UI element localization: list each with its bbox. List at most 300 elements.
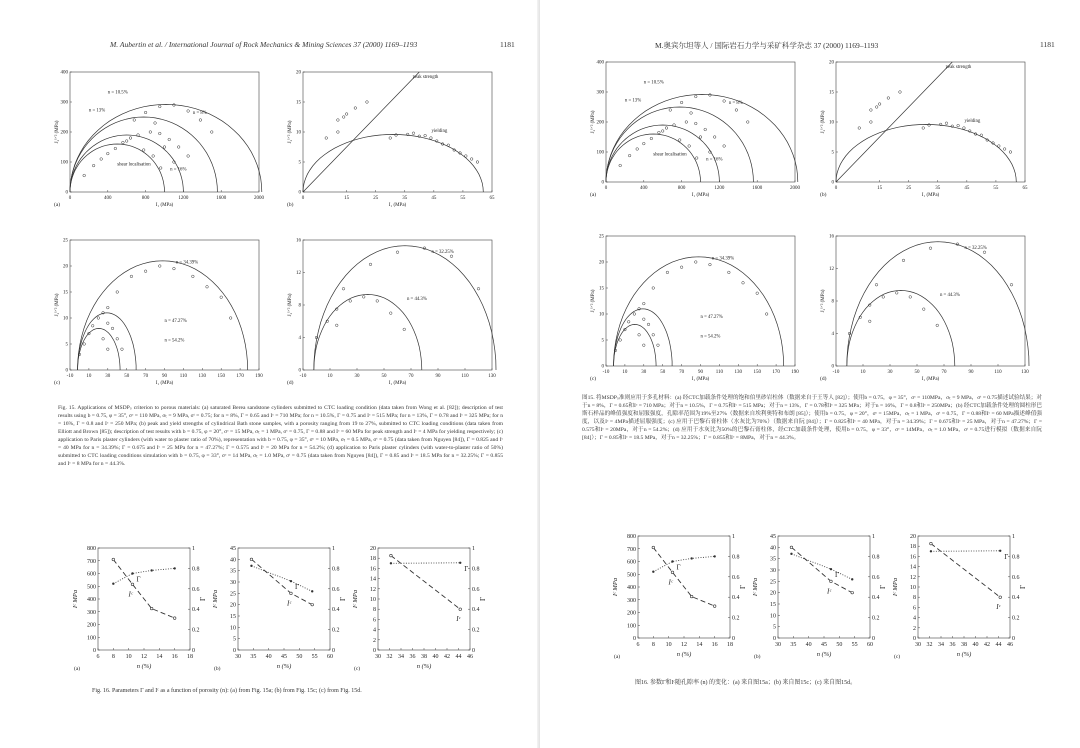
data-point — [187, 110, 190, 113]
data-point — [756, 292, 759, 295]
data-point — [929, 247, 932, 250]
data-point — [723, 145, 726, 148]
x-axis-label: n (%) — [136, 663, 152, 670]
annotation-label: peak strength — [945, 65, 972, 70]
data-point — [325, 137, 328, 140]
y2-axis-label: Γ — [879, 584, 887, 590]
gamma-point — [671, 560, 673, 562]
y-axis-label: Iᶜ MPa — [212, 589, 219, 609]
x-tick-label: -10 — [299, 374, 307, 379]
ic-series-label: Iᶜ — [286, 599, 292, 608]
x-tick-label: 190 — [255, 374, 263, 379]
y-tick-label: 25 — [599, 234, 604, 240]
x-axis-label: I₁ (MPa) — [691, 193, 710, 198]
gamma-point — [652, 571, 654, 573]
data-point — [107, 152, 110, 155]
y-tick-label: 8 — [913, 595, 916, 602]
y2-tick-label: 0.6 — [732, 574, 740, 581]
data-point — [922, 127, 925, 130]
data-point — [158, 105, 161, 108]
data-point — [92, 164, 95, 167]
envelope-curve-1 — [70, 117, 217, 192]
y2-tick-label: 0 — [732, 636, 735, 642]
data-point — [669, 109, 672, 112]
x-tick-label: 36 — [409, 654, 416, 660]
y-tick-label: 600 — [87, 571, 96, 578]
x-tick-label: 10 — [665, 642, 672, 648]
figure-16a — [70, 540, 210, 680]
y-tick-label: 0 — [298, 368, 301, 374]
gamma-series-line — [653, 556, 714, 571]
y-tick-label: 12 — [296, 271, 301, 276]
y-tick-label: 2 — [373, 637, 376, 644]
x-tick-label: 40 — [432, 654, 439, 660]
y-tick-label: 500 — [627, 572, 636, 579]
y-tick-label: 16 — [296, 238, 301, 244]
panel-label: (a) — [74, 666, 81, 672]
y-tick-label: 35 — [230, 568, 236, 575]
data-point — [229, 317, 232, 320]
annotation-label: n = 16% — [170, 167, 187, 173]
y-tick-label: 600 — [627, 559, 636, 566]
y-tick-label: 100 — [627, 623, 636, 630]
x-tick-label: 50 — [381, 374, 387, 379]
data-point — [723, 100, 726, 103]
x-tick-label: 42 — [444, 654, 450, 660]
annotation-label: peak strength — [412, 75, 439, 80]
ic-point — [930, 542, 933, 545]
panel-label: (a) — [54, 202, 61, 208]
ic-point — [290, 592, 293, 595]
gamma-point — [713, 555, 715, 557]
data-point — [470, 158, 473, 161]
y-tick-label: 15 — [296, 100, 301, 106]
ic-series-line — [653, 548, 714, 607]
y-axis-label: Iᶜ MPa — [352, 589, 359, 609]
y-tick-label: 100 — [60, 160, 68, 166]
x-tick-label: 110 — [179, 374, 188, 379]
data-point — [936, 324, 939, 327]
y-tick-label: 18 — [910, 544, 916, 551]
y-tick-label: 0 — [913, 636, 916, 642]
x-tick-label: 25 — [906, 186, 912, 191]
x-tick-label: 150 — [217, 374, 225, 379]
ic-point — [150, 607, 153, 610]
x-tick-label: 1200 — [178, 196, 189, 201]
panel-label: (d) — [820, 376, 827, 382]
data-point — [121, 348, 124, 351]
data-point — [661, 130, 664, 133]
figure-16a — [610, 528, 750, 668]
data-point — [887, 97, 890, 100]
ic-series-label: Iᶜ — [826, 587, 832, 596]
data-point — [396, 251, 399, 254]
annotation-label: shear localisation — [117, 162, 151, 168]
x-tick-label: 110 — [994, 370, 1002, 375]
panel-label: (b) — [287, 202, 294, 208]
y2-tick-label: 0.2 — [332, 627, 340, 634]
data-point — [875, 283, 878, 286]
annotation-label: n = 13% — [624, 98, 642, 104]
data-point — [963, 127, 966, 130]
data-point — [657, 344, 660, 347]
x-tick-label: 70 — [679, 370, 685, 375]
data-point — [159, 167, 162, 170]
panel-label: (c) — [354, 666, 361, 672]
data-point — [100, 158, 103, 161]
x-tick-label: 50 — [124, 374, 130, 379]
y-axis-label: J₂¹ᐟ² (MPa) — [591, 110, 596, 134]
x-tick-label: 70 — [941, 370, 947, 375]
y-tick-label: 10 — [230, 625, 236, 632]
data-point — [694, 95, 697, 98]
data-point — [870, 109, 873, 112]
gamma-point — [131, 572, 133, 574]
x-tick-label: 6 — [636, 642, 640, 648]
y2-tick-label: 0.6 — [1012, 574, 1020, 581]
y-tick-label: 15 — [829, 90, 834, 96]
y2-tick-label: 1 — [332, 546, 335, 552]
gamma-point — [690, 557, 692, 559]
y-tick-label: 5 — [773, 624, 776, 631]
x-tick-label: 0 — [604, 186, 608, 191]
x-tick-label: 40 — [972, 642, 979, 648]
data-point — [619, 164, 622, 167]
data-point — [83, 343, 86, 346]
figure-16b — [750, 528, 890, 668]
ic-point — [690, 595, 693, 598]
data-point — [713, 136, 716, 139]
y-tick-label: 45 — [230, 546, 236, 552]
annotation-label: n = 8% — [728, 101, 743, 106]
y-axis-label: J₂¹ᐟ² (MPa) — [821, 110, 826, 134]
data-point — [206, 286, 209, 289]
data-point — [116, 338, 119, 341]
y-tick-label: 20 — [829, 60, 834, 66]
y2-axis-label: Γ — [1019, 584, 1027, 590]
y-tick-label: 8 — [373, 607, 376, 614]
y-axis-label: Iᶜ MPa — [612, 577, 619, 597]
data-point — [337, 119, 340, 122]
data-point — [130, 275, 133, 278]
x-tick-label: 46 — [467, 654, 473, 660]
data-point — [652, 287, 655, 290]
x-tick-label: 12 — [681, 642, 687, 648]
data-point — [122, 141, 125, 144]
y-tick-label: 25 — [63, 238, 68, 244]
data-point — [412, 132, 415, 135]
data-point — [389, 312, 392, 315]
data-point — [362, 296, 365, 299]
y-tick-label: 20 — [370, 546, 376, 552]
data-point — [163, 146, 166, 149]
y-tick-label: 400 — [87, 597, 96, 603]
x-tick-label: 150 — [753, 370, 761, 375]
plot-frame — [836, 236, 1025, 366]
x-axis-label: I₁ (MPa) — [691, 377, 710, 382]
x-tick-label: 8 — [651, 642, 655, 648]
data-point — [152, 155, 155, 158]
y-axis-label: J₂¹ᐟ² (MPa) — [591, 289, 596, 313]
x-tick-label: 18 — [727, 642, 733, 648]
running-header: M. Aubertin et al. / International Journal of Rock Mechanics & Mining Sciences 37 (2000) 1169–1193 — [110, 40, 418, 49]
figure-15c — [588, 228, 803, 388]
x-tick-label: 12 — [141, 654, 147, 660]
data-point — [735, 109, 738, 112]
data-point — [187, 155, 190, 158]
data-point — [349, 300, 352, 303]
data-point — [369, 263, 372, 266]
plot-frame — [70, 72, 259, 192]
x-tick-label: 35 — [402, 196, 408, 201]
y-tick-label: 25 — [230, 591, 236, 598]
gamma-series-label: Γ — [294, 583, 300, 592]
data-point — [83, 174, 86, 177]
peak-strength-line — [303, 72, 419, 192]
x-tick-label: 6 — [96, 654, 100, 660]
y-tick-label: 300 — [60, 100, 68, 106]
plot-frame — [238, 548, 330, 650]
annotation-label: n = 54.2% — [700, 334, 721, 340]
data-point — [694, 261, 697, 264]
figure-15c — [52, 232, 267, 392]
x-tick-label: 25 — [373, 196, 379, 201]
x-tick-label: 32 — [386, 654, 393, 660]
data-point — [742, 282, 745, 285]
ic-point — [311, 603, 314, 606]
x-axis-label: I₁ (MPa) — [155, 203, 174, 208]
y-tick-label: 0 — [633, 636, 636, 642]
x-tick-label: 170 — [772, 370, 780, 375]
data-point — [125, 140, 128, 143]
gamma-point — [173, 567, 175, 569]
data-point — [652, 334, 655, 337]
y-tick-label: 15 — [770, 602, 776, 608]
envelope-curve-1 — [606, 107, 753, 182]
y-tick-label: 5 — [601, 338, 604, 344]
page-number: 1181 — [500, 40, 515, 49]
y-tick-label: 14 — [370, 576, 376, 583]
x-tick-label: 46 — [1007, 642, 1013, 648]
y-tick-label: 18 — [370, 556, 376, 563]
y2-tick-label: 0 — [872, 636, 875, 642]
data-point — [424, 134, 427, 137]
data-point — [643, 142, 646, 145]
gamma-point — [790, 553, 792, 555]
data-point — [680, 266, 683, 269]
y-tick-label: 12 — [910, 574, 916, 581]
y-tick-label: 700 — [87, 558, 96, 565]
x-axis-label: n (%) — [676, 651, 692, 658]
annotation-label: n = 44.3% — [406, 296, 427, 302]
x-tick-label: 65 — [489, 196, 495, 201]
y-tick-label: 0 — [831, 180, 834, 186]
y-tick-label: 400 — [596, 60, 604, 66]
y2-axis-label: Γ — [739, 584, 747, 590]
data-point — [177, 146, 180, 149]
y-tick-label: 12 — [829, 267, 834, 272]
panel-label: (d) — [287, 380, 294, 386]
data-point — [173, 267, 176, 270]
gamma-point — [930, 550, 932, 552]
y-tick-label: 6 — [373, 617, 376, 624]
figure-15-caption: 图15. 将MSDPₛ准则应用于多孔材料：(a) 经CTC加载条件处理的饱和伯里砂岩柱体（数据来自于王等人 [82]）；使用b = 0.75，φ = 35°，σᶜ = 110MPa，σₜ = 9 MPa，σᵗ = 0.75描述试验结果；对于n = 8%，Γ = 0.65和Iᶜ = 710 MPa；对于n = 10.5%，Γ = 0.75和Iᶜ = 515 MPa；对于n = 13%，Γ = 0.78和Iᶜ = 325 MPa；对于n = 16%，Γ = 0.8和Iᶜ = 250MPa；(b) 经CTC加载条件处理的圆柱形巴斯石样品的峰值强度和屈服强度，孔隙率范围为19%至27%（数据来自埃利奥特和布朗 [85]）；使用b = 0.75，φ = 20°，σᶜ = 15MPa，σₜ = 1 MPa，σᵗ = 0.75，Γ = 0.88和Iᶜ = 60 MPa描述峰值强度，以及Iᶜ = 4MPa描述屈服强度；(c) 应用于巴黎石膏柱体（水灰比为70%）（数据来自阮 [84]）；Γ = 0.825和Iᶜ = 40 MPa，对于n = 34.39%；Γ = 0.675和Iᶜ = 25 MPa，对于n = 47.27%；Γ = 0.575和Iᶜ = 20MPa，对于n = 54.2%；(d) 应用于水灰比为50%的巴黎石膏柱体，经CTC加载条件处理，使用b = 0.75，φ = 33°，σᶜ = 14MPa，σₜ = 1.0 MPa，σᵗ = 0.75进行模拟（数据来自阮 [84]）；Γ = 0.85和Iᶜ = 18.5 MPa，对于n = 32.25%；Γ = 0.855和Iᶜ = 8MPa，对于n = 44.3%。 — [582, 395, 1042, 441]
data-point — [450, 255, 453, 258]
envelope-curve-1 — [314, 294, 422, 370]
y-tick-label: 25 — [770, 579, 776, 586]
y2-tick-label: 1 — [732, 534, 735, 540]
plot-frame — [836, 62, 1025, 182]
data-point — [149, 131, 152, 134]
annotation-label: n = 32.25% — [431, 250, 454, 255]
yield-envelope-curve — [303, 134, 483, 192]
data-point — [922, 308, 925, 311]
y-tick-label: 0 — [773, 636, 776, 642]
y-tick-label: 4 — [831, 332, 834, 337]
x-tick-label: 2000 — [790, 186, 800, 191]
gamma-series-label: Γ — [676, 563, 681, 572]
panel-label: (c) — [590, 376, 597, 382]
x-tick-label: 90 — [698, 370, 703, 375]
x-tick-label: 45 — [821, 642, 827, 648]
panel-label: (c) — [894, 654, 901, 660]
y-tick-label: 15 — [63, 290, 68, 296]
x-tick-label: 90 — [435, 374, 441, 379]
gamma-point — [290, 580, 292, 582]
y2-tick-label: 0 — [472, 648, 475, 654]
envelope-curve-0 — [614, 257, 784, 366]
ic-series-line — [792, 547, 853, 592]
envelope-curve-0 — [847, 242, 1029, 366]
y-tick-label: 10 — [296, 130, 301, 136]
x-tick-label: 1600 — [216, 196, 227, 201]
data-point — [899, 91, 902, 94]
y-tick-label: 0 — [601, 364, 604, 370]
y-tick-label: 35 — [770, 556, 776, 563]
data-point — [447, 144, 450, 147]
y2-tick-label: 0.8 — [732, 554, 740, 561]
y-tick-label: 40 — [770, 545, 776, 552]
annotation-label: yielding — [431, 129, 448, 134]
x-tick-label: 55 — [851, 642, 858, 648]
running-header: M.奥宾尔坦等人 / 国际岩石力学与采矿科学杂志 37 (2000) 1169–1193 — [655, 41, 879, 50]
x-tick-label: 1600 — [752, 186, 763, 191]
y-tick-label: 0 — [298, 190, 301, 196]
y-tick-label: 30 — [230, 580, 236, 586]
ic-series-line — [931, 544, 1000, 598]
annotation-label: n = 47.27% — [700, 314, 723, 320]
y2-tick-label: 0.2 — [192, 627, 200, 634]
y-tick-label: 100 — [87, 635, 96, 642]
figure-16c — [890, 528, 1030, 668]
y-tick-label: 10 — [829, 120, 834, 126]
gamma-point — [311, 590, 313, 592]
data-point — [665, 127, 668, 130]
gamma-series-label: Γ — [834, 571, 840, 580]
ic-point — [851, 591, 854, 594]
y-tick-label: 10 — [63, 316, 68, 322]
annotation-label: n = 8% — [192, 111, 207, 116]
x-tick-label: 42 — [984, 642, 990, 648]
data-point — [192, 275, 195, 278]
y-tick-label: 5 — [233, 636, 236, 643]
y-tick-label: 2 — [913, 625, 916, 632]
data-point — [158, 132, 161, 135]
y-tick-label: 100 — [596, 150, 604, 156]
x-tick-label: 400 — [640, 186, 648, 191]
data-point — [477, 287, 480, 290]
x-axis-label: I₁ (MPa) — [155, 381, 174, 386]
x-tick-label: 0 — [834, 186, 838, 191]
ic-point — [652, 546, 655, 549]
data-point — [980, 134, 983, 137]
y-tick-label: 200 — [596, 120, 604, 126]
y2-tick-label: 1 — [872, 534, 875, 540]
x-tick-label: 55 — [993, 186, 999, 191]
data-point — [694, 122, 697, 125]
data-point — [107, 348, 110, 351]
y2-tick-label: 0.4 — [332, 607, 340, 614]
x-tick-label: 800 — [141, 196, 150, 201]
gamma-series-line — [252, 566, 313, 592]
y2-tick-label: 0.4 — [472, 607, 480, 614]
gamma-series-line — [113, 568, 174, 583]
ic-series-label: Iᶜ — [456, 615, 461, 624]
data-point — [858, 127, 861, 130]
data-point — [746, 121, 749, 124]
data-point — [102, 338, 105, 341]
data-point — [875, 106, 878, 109]
data-point — [403, 328, 406, 331]
data-point — [643, 302, 646, 305]
annotation-label: n = 34.39% — [175, 260, 199, 266]
x-tick-label: 10 — [860, 370, 866, 375]
gamma-point — [851, 578, 853, 580]
ic-point — [250, 558, 253, 561]
y-tick-label: 16 — [370, 566, 376, 573]
y2-tick-label: 0.2 — [1012, 615, 1020, 622]
data-point — [1010, 283, 1013, 286]
x-tick-label: 14 — [156, 654, 163, 660]
x-tick-label: 34 — [938, 642, 944, 648]
data-point — [633, 313, 636, 316]
x-tick-label: 110 — [461, 374, 469, 379]
plot-frame — [778, 536, 870, 638]
x-tick-label: 36 — [949, 642, 956, 648]
gamma-series-label: Γ — [136, 575, 141, 584]
y-tick-label: 500 — [87, 584, 96, 591]
x-tick-label: 10 — [622, 370, 628, 375]
x-tick-label: 1200 — [714, 186, 725, 191]
y-axis-label: Iᶜ MPa — [752, 577, 759, 597]
y-axis-label: J₂¹ᐟ² (MPa) — [288, 293, 293, 317]
y2-tick-label: 0.2 — [472, 627, 480, 634]
y2-tick-label: 0 — [192, 648, 195, 654]
envelope-curve-1 — [847, 290, 955, 366]
y-tick-label: 800 — [627, 534, 636, 540]
x-tick-label: -10 — [66, 374, 74, 379]
data-point — [220, 296, 223, 299]
ic-point — [790, 546, 793, 549]
y-tick-label: 6 — [913, 605, 916, 612]
x-tick-label: 90 — [968, 370, 974, 375]
y-tick-label: 0 — [373, 648, 376, 654]
y-tick-label: 0 — [233, 648, 236, 654]
y2-tick-label: 1 — [192, 546, 195, 552]
y-tick-label: 14 — [910, 564, 916, 571]
x-axis-label: n (%) — [816, 651, 832, 658]
data-point — [658, 131, 661, 134]
